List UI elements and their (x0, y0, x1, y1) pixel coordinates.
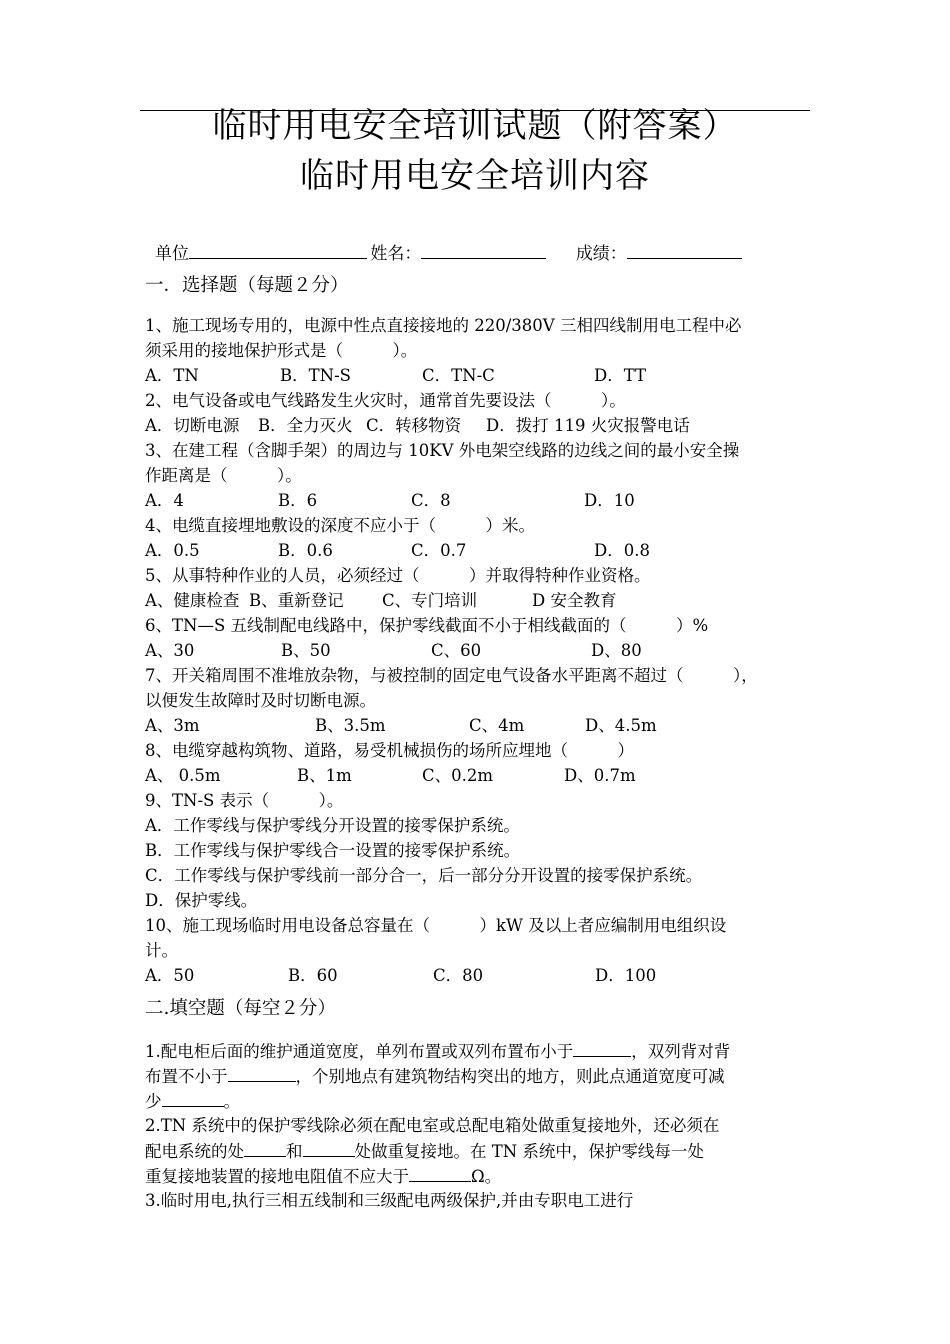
option: D．100 (595, 966, 657, 985)
score-label: 成绩： (575, 244, 627, 264)
option: C、0.2m (422, 766, 494, 785)
fill-text: ，双列背对背 (631, 1042, 731, 1061)
option: C．80 (433, 966, 484, 985)
question-text: 计。 (145, 941, 178, 960)
option: D、0.7m (564, 766, 636, 785)
name-blank (421, 240, 546, 259)
question-option-line: A．工作零线与保护零线分开设置的接零保护系统。 (145, 816, 520, 835)
fill-blank (162, 1088, 224, 1107)
question-text: 6、TN—S 五线制配电线路中，保护零线截面不小于相线截面的（ ）% (145, 616, 709, 635)
option: B、重新登记 (249, 591, 344, 610)
option: B．TN-S (280, 366, 351, 385)
option: A、 0.5m (145, 766, 221, 785)
option: D、80 (591, 641, 642, 660)
option: D 安全教育 (532, 591, 617, 610)
option: C．TN-C (422, 366, 495, 385)
section2-heading: 二.填空题（每空２分） (145, 998, 336, 1019)
fill-text: 和 (286, 1142, 303, 1161)
option: B、1m (297, 766, 352, 785)
option: B．全力灭火 (258, 416, 353, 435)
option: D．0.8 (594, 541, 650, 560)
option: B、3.5m (315, 716, 386, 735)
question-text: 9、TN-S 表示（ ）。 (145, 791, 344, 810)
fill-blank (573, 1038, 631, 1057)
name-label: 姓名： (370, 244, 422, 264)
question-options (145, 488, 635, 513)
option: A．50 (145, 966, 195, 985)
option: C、4m (469, 716, 525, 735)
question-option-line: B．工作零线与保护零线合一设置的接零保护系统。 (145, 841, 521, 860)
option: D．拨打 119 火灾报警电话 (486, 416, 690, 435)
question-options (145, 363, 646, 388)
question-option-line: C．工作零线与保护零线前一部分合一，后一部分分开设置的接零保护系统。 (145, 866, 703, 885)
document-subtitle: 临时用电安全培训内容 (300, 156, 650, 196)
question-text: 5、从事特种作业的人员，必须经过（ ）并取得特种作业资格。 (145, 566, 651, 585)
option: C．8 (411, 491, 451, 510)
fill-text: ，个别地点有建筑物结构突出的地方，则此点通道宽度可减 (295, 1067, 725, 1086)
option: D、4.5m (585, 716, 657, 735)
option: A．TN (145, 366, 199, 385)
question-text: 3、在建工程（含脚手架）的周边与 10KV 外电架空线路的边线之间的最小安全操 (145, 441, 740, 460)
fill-text: 。 (223, 1092, 240, 1111)
option: A、3m (145, 716, 200, 735)
option: A、30 (145, 641, 195, 660)
score-blank (627, 240, 742, 259)
student-info-line (155, 240, 742, 267)
fill-text: 1.配电柜后面的维护通道宽度，单列布置或双列布置布小于 (145, 1042, 574, 1061)
fill-text: Ω。 (471, 1167, 502, 1186)
option: B．60 (288, 966, 338, 985)
question-text: 以便发生故障时及时切断电源。 (145, 691, 376, 710)
option: B．6 (278, 491, 318, 510)
fill-question-line: 2.TN 系统中的保护零线除必须在配电室或总配电箱处做重复接地外，还必须在 (145, 1116, 720, 1135)
fill-question-line (145, 1038, 730, 1064)
fill-text: 重复接地装置的接地电阻值不应大于 (145, 1167, 409, 1186)
fill-blank (244, 1138, 286, 1157)
question-text: 须采用的接地保护形式是（ ）。 (145, 341, 418, 360)
option: D．10 (584, 491, 635, 510)
fill-question-line (145, 1063, 725, 1089)
fill-question-line (145, 1138, 704, 1164)
fill-blank (409, 1163, 471, 1182)
document-title: 临时用电安全培训试题（附答案） (212, 106, 738, 146)
option: B、50 (281, 641, 331, 660)
option: A．0.5 (145, 541, 200, 560)
question-text: 7、开关箱周围不准堆放杂物，与被控制的固定电气设备水平距离不超过（ ）， (145, 666, 758, 685)
question-options (145, 638, 642, 663)
question-options (145, 588, 616, 613)
fill-blank (303, 1138, 355, 1157)
option: A．4 (145, 491, 184, 510)
question-text: 8、电缆穿越构筑物、道路，易受机械损伤的场所应埋地（ ） (145, 741, 634, 760)
fill-blank (228, 1063, 296, 1082)
unit-label: 单位 (155, 244, 189, 264)
option: A．切断电源 (145, 416, 240, 435)
fill-question-line (145, 1088, 240, 1114)
fill-text: 处 (227, 1142, 244, 1161)
option: B．0.6 (278, 541, 333, 560)
question-text: 4、电缆直接埋地敷设的深度不应小于（ ）米。 (145, 516, 535, 535)
question-text: 2、电气设备或电气线路发生火灾时，通常首先要设法（ ）。 (145, 391, 626, 410)
question-option-line: D．保护零线。 (145, 891, 258, 910)
question-options (145, 763, 636, 788)
fill-text: 配电系统的 (145, 1142, 228, 1161)
option: C．0.7 (411, 541, 467, 560)
option: D．TT (594, 366, 647, 385)
unit-blank (189, 240, 367, 259)
option: A、健康检查 (145, 591, 240, 610)
fill-text: 布置不小于 (145, 1067, 228, 1086)
fill-question-line: 3.临时用电,执行三相五线制和三级配电两级保护,并由专职电工进行 (145, 1191, 634, 1210)
question-text: 作距离是（ ）。 (145, 466, 302, 485)
fill-text: 处做重复接地。在 TN 系统中，保护零线每一处 (354, 1142, 704, 1161)
option: C、60 (431, 641, 482, 660)
question-text: 1、施工现场专用的，电源中性点直接接地的 220/380V 三相四线制用电工程中必 (145, 316, 742, 335)
question-options (145, 963, 656, 988)
question-options (145, 713, 657, 738)
fill-question-line (145, 1163, 501, 1189)
option: C、专门培训 (382, 591, 478, 610)
fill-text: 少 (145, 1092, 162, 1111)
section1-heading: 一．选择题（每题２分） (145, 275, 349, 296)
option: C．转移物资 (366, 416, 462, 435)
question-options (145, 538, 650, 563)
question-options (145, 413, 690, 438)
question-text: 10、施工现场临时用电设备总容量在（ ）kW 及以上者应编制用电组织设 (145, 916, 727, 935)
